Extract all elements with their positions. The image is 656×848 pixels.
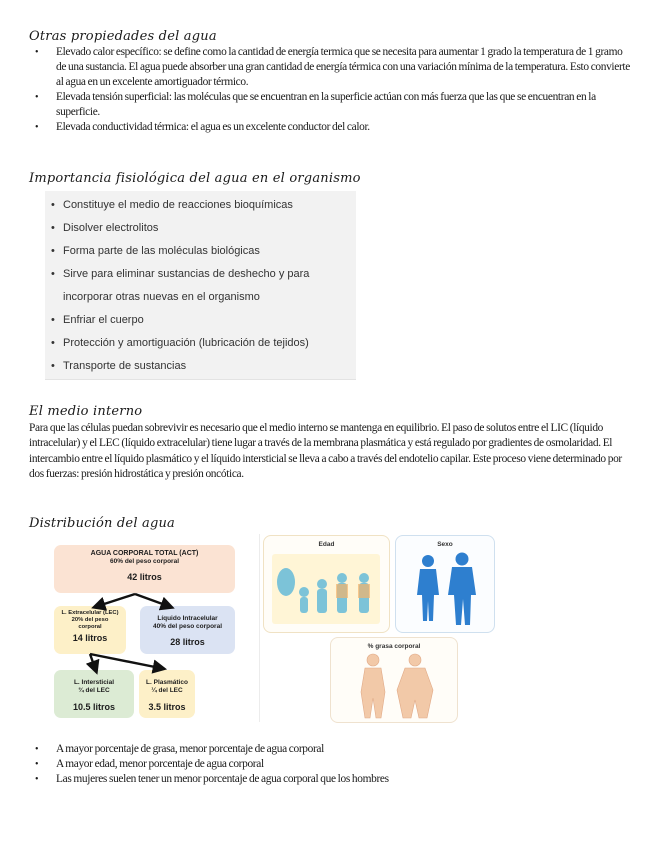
arrow-act-lec <box>98 594 135 606</box>
list-item: • Elevado calor específico: se define como la cantidad de energía termica que se necesita para aumentar 1 grado la temperatura de 1 gramo de una sustancia. El agua puede absorber una gran cantidad de energía térmica con una variación mínima de la temperatura. Esto convierte al agua en un excelente amortiguador térmico. <box>29 45 634 90</box>
list-item: • Transporte de sustancias <box>45 355 343 378</box>
section-title-importancia: Importancia fisiológica del agua en el organismo <box>29 171 361 186</box>
intersticial-sub: ¾ del LEC <box>78 687 110 694</box>
list-item: • A mayor edad, menor porcentaje de agua corporal <box>29 757 634 772</box>
arrow-lec-plasmatico <box>90 654 160 668</box>
list-item: • Protección y amortiguación (lubricación de tejidos) <box>45 332 343 355</box>
section-title-propiedades: Otras propiedades del agua <box>29 29 217 44</box>
lec-sub1: 20% del peso <box>71 617 109 623</box>
list-item: • Elevada conductividad térmica: el agua es un excelente conductor del calor. <box>29 120 634 135</box>
grasa-title: % grasa corporal <box>367 643 421 650</box>
plasmatico-sub: ¼ del LEC <box>151 687 183 694</box>
grasa-panel <box>330 637 458 723</box>
act-sub: 60% del peso corporal <box>110 558 179 565</box>
male-figure-icon <box>448 553 476 626</box>
medio-interno-paragraph: Para que las células puedan sobrevivir es necesario que el medio interno se mantenga en equilibrio. El paso de solutos entre el LIC (líquido intracelular) y el LEC (líquido extracelular) tiene lugar a través de la membrana plasmática y está regulado por gradientes de osmolaridad. El intercambio entre el líquido plasmático y el líquido intersticial se lleva a cabo a través del endotelio capilar. Este proceso viene determinado por dos fuerzas: presión hidrostática y presión oncótica. <box>29 422 622 480</box>
lic-title: Líquido Intracelular <box>157 615 218 622</box>
act-title: AGUA CORPORAL TOTAL (ACT) <box>90 550 199 557</box>
sexo-illustration <box>406 551 486 629</box>
lic-sub: 40% del peso corporal <box>153 623 222 630</box>
lec-sub2: corporal <box>78 624 102 630</box>
intersticial-title: L. Intersticial <box>73 679 115 686</box>
list-item: • A mayor porcentaje de grasa, menor porcentaje de agua corporal <box>29 742 634 757</box>
lec-value: 14 litros <box>72 633 108 643</box>
edad-title: Edad <box>318 541 335 548</box>
lec-title: L. Extracelular (LEC) <box>61 610 119 616</box>
lic-value: 28 litros <box>170 637 205 647</box>
distribucion-list <box>29 742 634 787</box>
list-item: • Enfriar el cuerpo <box>45 309 343 332</box>
edad-illustration <box>272 554 380 626</box>
arrow-act-lic <box>135 594 168 606</box>
sexo-panel <box>395 535 495 633</box>
female-figure-icon <box>417 555 439 621</box>
section-title-medio-interno: El medio interno <box>29 404 143 419</box>
plasmatico-value: 3.5 litros <box>148 702 186 712</box>
slim-body-icon <box>361 654 385 718</box>
section-title-distribucion: Distribución del agua <box>29 516 176 531</box>
grasa-illustration <box>351 652 437 720</box>
plasmatico-title: L. Plasmático <box>146 679 188 686</box>
list-item: • Constituye el medio de reacciones bioquímicas <box>45 194 343 217</box>
act-value: 42 litros <box>127 572 162 582</box>
list-item: • Forma parte de las moléculas biológicas <box>45 240 343 263</box>
list-item: • Las mujeres suelen tener un menor porcentaje de agua corporal que los hombres <box>29 772 634 787</box>
list-item: • Elevada tensión superficial: las moléculas que se encuentran en la superficie actúan con más fuerza que las que se encuentran en la superficie. <box>29 90 634 120</box>
list-item: • Sirve para eliminar sustancias de deshecho y para incorporar otras nuevas en el organismo <box>45 263 343 309</box>
overweight-body-icon <box>397 654 433 718</box>
edad-panel <box>263 535 390 633</box>
arrow-lec-intersticial <box>90 654 95 668</box>
sexo-title: Sexo <box>437 541 453 548</box>
diagram-divider <box>259 534 260 722</box>
intersticial-value: 10.5 litros <box>72 702 116 712</box>
list-item: • Disolver electrolitos <box>45 217 343 240</box>
